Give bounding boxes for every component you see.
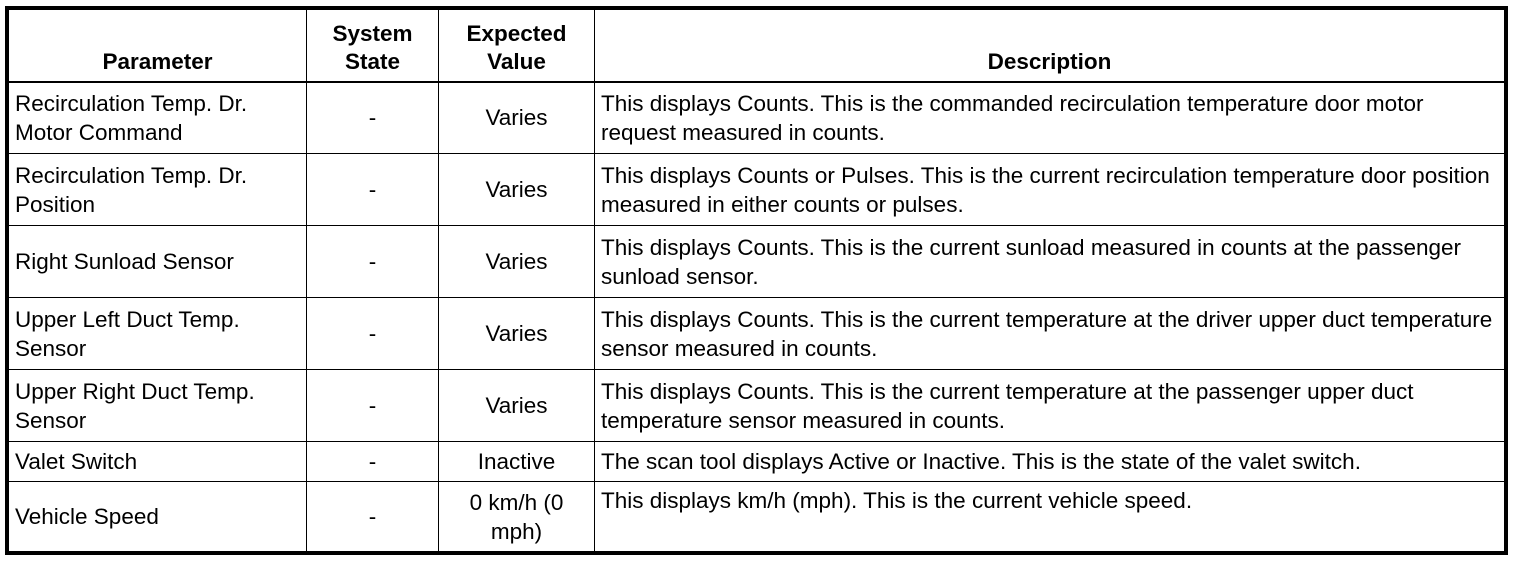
header-system-state-line2: State: [344, 48, 401, 74]
cell-expected-value: Inactive: [439, 442, 595, 482]
parameter-table-frame: [5, 6, 1508, 555]
header-parameter: Parameter: [9, 10, 307, 82]
header-row: [9, 10, 1505, 82]
cell-expected-value: Varies: [439, 370, 595, 442]
table-row: [9, 226, 1505, 298]
header-system-state-line1: System: [332, 20, 413, 46]
cell-description: This displays Counts. This is the commanded recirculation temperature door motor request measured in counts.: [595, 82, 1505, 154]
cell-expected-value: Varies: [439, 298, 595, 370]
cell-expected-value: Varies: [439, 82, 595, 154]
table-row: [9, 442, 1505, 482]
cell-system-state: -: [307, 226, 439, 298]
header-expected-value-line1: Expected: [466, 20, 567, 46]
header-description: Description: [595, 10, 1505, 82]
cell-expected-value: 0 km/h (0 mph): [439, 482, 595, 552]
table-row: [9, 298, 1505, 370]
cell-system-state: -: [307, 482, 439, 552]
cell-description: This displays Counts. This is the current temperature at the driver upper duct temperature sensor measured in counts.: [595, 298, 1505, 370]
table-row: [9, 370, 1505, 442]
cell-parameter: Valet Switch: [9, 442, 307, 482]
cell-description: This displays km/h (mph). This is the current vehicle speed.: [595, 482, 1505, 552]
cell-expected-value: Varies: [439, 226, 595, 298]
cell-system-state: -: [307, 442, 439, 482]
cell-system-state: -: [307, 82, 439, 154]
cell-parameter: Right Sunload Sensor: [9, 226, 307, 298]
cell-parameter: Upper Right Duct Temp. Sensor: [9, 370, 307, 442]
cell-parameter: Recirculation Temp. Dr. Motor Command: [9, 82, 307, 154]
cell-description: This displays Counts or Pulses. This is the current recirculation temperature door position measured in either counts or pulses.: [595, 154, 1505, 226]
table-row: [9, 154, 1505, 226]
cell-description: This displays Counts. This is the current temperature at the passenger upper duct temperature sensor measured in counts.: [595, 370, 1505, 442]
header-expected-value-line2: Value: [487, 48, 546, 74]
table-row: [9, 82, 1505, 154]
cell-description: This displays Counts. This is the current sunload measured in counts at the passenger sunload sensor.: [595, 226, 1505, 298]
header-system-state: [307, 10, 439, 82]
table-row: [9, 482, 1505, 552]
cell-system-state: -: [307, 370, 439, 442]
cell-system-state: -: [307, 298, 439, 370]
cell-system-state: -: [307, 154, 439, 226]
parameter-table: [8, 9, 1505, 552]
cell-expected-value: Varies: [439, 154, 595, 226]
cell-description: The scan tool displays Active or Inactive. This is the state of the valet switch.: [595, 442, 1505, 482]
cell-parameter: Recirculation Temp. Dr. Position: [9, 154, 307, 226]
header-expected-value: [439, 10, 595, 82]
cell-parameter: Upper Left Duct Temp. Sensor: [9, 298, 307, 370]
cell-parameter: Vehicle Speed: [9, 482, 307, 552]
